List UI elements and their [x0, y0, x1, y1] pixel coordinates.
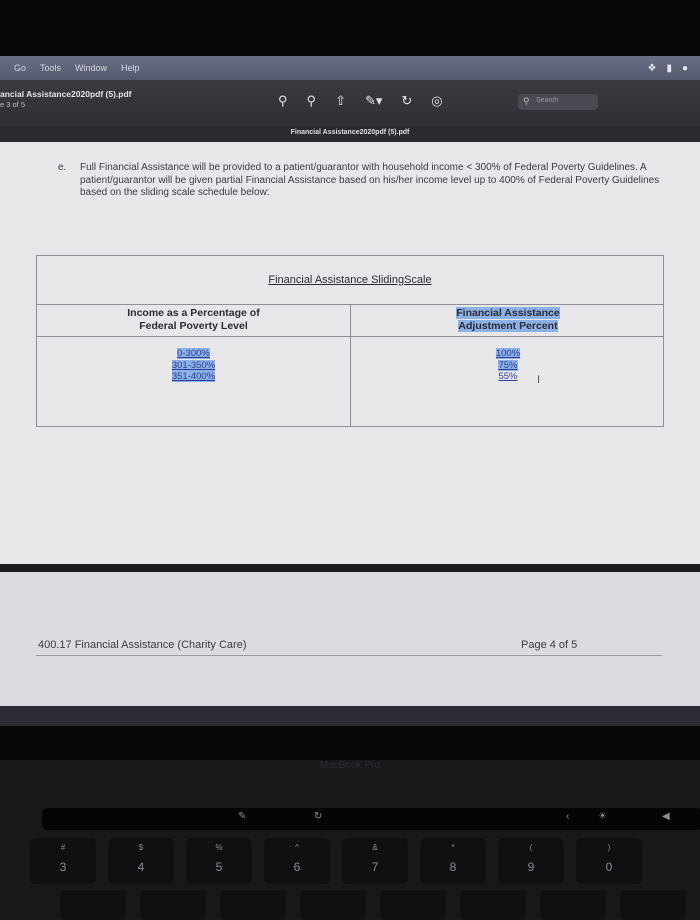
toolbar-tools — [278, 93, 443, 109]
key-3[interactable] — [30, 838, 96, 884]
column-header-line: Income as a Percentage of — [127, 307, 260, 319]
column-header-line: Federal Poverty Level — [139, 320, 248, 332]
touchbar-back-icon[interactable]: ‹ — [566, 811, 570, 822]
key-6[interactable] — [264, 838, 330, 884]
income-value[interactable]: 0-300% — [177, 348, 210, 359]
policy-paragraph — [58, 162, 662, 200]
zoom-out-icon[interactable]: ⚲ — [278, 93, 288, 108]
markup-pen-icon[interactable]: ✎▾ — [364, 93, 383, 108]
keyboard-key[interactable] — [220, 890, 286, 920]
rotate-icon[interactable]: ↻ — [401, 93, 413, 108]
key-symbol: * — [451, 843, 455, 852]
menu-help[interactable]: Help — [121, 63, 140, 73]
touchbar-brightness-icon[interactable]: ☀ — [598, 811, 607, 822]
key-number: 8 — [449, 860, 457, 874]
key-number: 4 — [137, 860, 145, 874]
adjustment-value[interactable]: 100% — [495, 348, 521, 359]
adjustment-value[interactable]: 75% — [498, 359, 518, 371]
key-number: 0 — [605, 860, 613, 874]
adjustment-values — [351, 348, 665, 383]
income-value[interactable]: 301-350% — [171, 359, 216, 371]
key-symbol: % — [215, 843, 223, 852]
keyboard-key[interactable] — [60, 890, 126, 920]
key-number: 6 — [293, 860, 301, 874]
sliding-scale-table — [36, 255, 664, 427]
search-icon: ⚲ — [523, 96, 530, 106]
keyboard — [0, 838, 700, 920]
status-icons — [647, 63, 688, 74]
key-symbol: ) — [607, 843, 611, 852]
key-0[interactable] — [576, 838, 642, 884]
keyboard-key[interactable] — [460, 890, 526, 920]
app-toolbar — [0, 80, 700, 126]
key-5[interactable] — [186, 838, 252, 884]
page-separator — [0, 564, 700, 572]
keyboard-key[interactable] — [540, 890, 606, 920]
zoom-in-icon[interactable]: ⚲ — [306, 93, 317, 108]
menu-go[interactable]: Go — [14, 63, 27, 73]
touchbar-volume-icon[interactable]: ◀ — [662, 811, 670, 822]
battery-icon[interactable]: ▮ — [666, 62, 672, 74]
laptop-deck — [0, 760, 700, 920]
menu-bar — [0, 56, 700, 80]
footer-rule — [36, 655, 662, 656]
search-field[interactable] — [518, 94, 598, 110]
key-symbol: # — [60, 843, 66, 852]
screen-bottom-edge — [0, 706, 700, 726]
touch-bar[interactable] — [42, 808, 700, 830]
adjustment-value[interactable]: 55% — [498, 371, 518, 382]
table-title: Financial Assistance SlidingScale — [268, 274, 432, 286]
document-tab[interactable] — [0, 126, 700, 142]
keyboard-key[interactable] — [140, 890, 206, 920]
income-value[interactable]: 351-400% — [171, 371, 216, 382]
key-number: 7 — [371, 860, 379, 874]
key-4[interactable] — [108, 838, 174, 884]
menu-tools[interactable]: Tools — [40, 63, 62, 73]
paragraph-text: Full Financial Assistance will be provided to a patient/guarantor with household income < 300% of Federal Poverty Guidelines. A patient/guarantor will be given partial Financial Assistance based on his/her income level up to 400% of Federal Poverty Guidelines based on the sliding scale schedule below: — [80, 162, 660, 198]
key-symbol: ( — [529, 843, 533, 852]
touchbar-rotate-icon[interactable]: ↻ — [314, 811, 323, 822]
page-footer-title: 400.17 Financial Assistance (Charity Care) — [38, 639, 247, 651]
keyboard-key[interactable] — [380, 890, 446, 920]
wifi-icon[interactable]: ● — [681, 62, 688, 74]
paragraph-bullet: e. — [58, 162, 67, 173]
touchbar-markup-icon[interactable]: ✎ — [238, 811, 247, 822]
column-header-income — [37, 307, 350, 333]
key-7[interactable] — [342, 838, 408, 884]
keyboard-key[interactable] — [620, 890, 686, 920]
key-number: 3 — [59, 860, 67, 874]
income-values — [37, 348, 350, 383]
tab-title: Financial Assistance2020pdf (5).pdf — [290, 129, 410, 136]
page-indicator: e 3 of 5 — [0, 100, 26, 109]
annotate-icon[interactable]: ◎ — [431, 93, 443, 108]
page-footer-number: Page 4 of 5 — [521, 639, 578, 651]
menu-window[interactable]: Window — [75, 63, 108, 73]
column-header-line[interactable]: Adjustment Percent — [458, 320, 558, 332]
laptop-brand: MacBook Pro — [319, 760, 381, 771]
key-number: 5 — [215, 860, 223, 874]
key-symbol: ^ — [295, 843, 299, 852]
dropbox-icon[interactable]: ❖ — [647, 62, 657, 74]
key-symbol: & — [372, 843, 378, 852]
keyboard-key[interactable] — [300, 890, 366, 920]
document-page — [0, 142, 700, 564]
share-icon[interactable]: ⇧ — [335, 93, 346, 108]
document-filename: ancial Assistance2020pdf (5).pdf — [0, 89, 132, 99]
search-placeholder: Search — [536, 97, 559, 104]
text-cursor-icon: I — [537, 374, 541, 386]
column-header-line[interactable]: Financial Assistance — [456, 307, 560, 319]
key-8[interactable] — [420, 838, 486, 884]
key-symbol: $ — [138, 843, 144, 852]
column-header-adjustment — [351, 307, 665, 333]
key-number: 9 — [527, 860, 535, 874]
document-page — [0, 572, 700, 706]
key-9[interactable] — [498, 838, 564, 884]
